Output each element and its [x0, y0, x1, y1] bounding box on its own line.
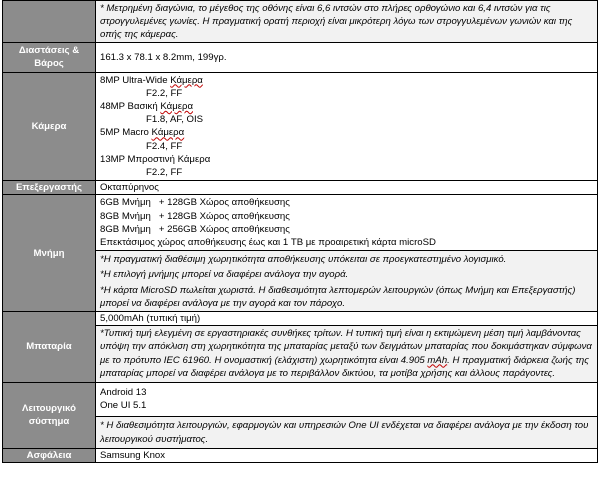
camera-detail: F2.2, FF [146, 167, 183, 179]
dimensions-label: Διαστάσεις & Βάρος [3, 42, 96, 72]
display-note-row [3, 1, 598, 43]
os-row [3, 383, 598, 417]
memory-line: 8GB Μνήμη + 256GB Χώρος αποθήκευσης [100, 223, 290, 235]
battery-row [3, 312, 598, 326]
processor-label: Επεξεργαστής [3, 181, 96, 195]
camera-name: 13MP Μπροστινή Κάμερα [100, 153, 211, 165]
camera-row [3, 72, 598, 181]
spec-table [2, 0, 598, 463]
display-label-cell [3, 1, 96, 43]
battery-note-text-end: . Η πραγματική διάρκεια ζωής της μπαταρίας μπορεί να διαφέρει ανάλογα με το περιβάλλον δικτύου, τα μοτίβα χρήσης και άλλους παράγοντες. [100, 354, 589, 379]
os-label: Λειτουργικό σύστημα [3, 383, 96, 449]
camera-name-mark: Κάμερα [170, 74, 203, 86]
battery-note [96, 326, 598, 383]
camera-detail: F1.8, AF, OIS [146, 114, 204, 126]
memory-notes [96, 251, 598, 312]
camera-detail: F2.2, FF [146, 87, 183, 99]
display-note: * Μετρημένη διαγώνια, το μέγεθος της οθόνης είναι 6,6 ιντσών στο πλήρες ορθογώνιο και 6,4 ιντσών για τις στρογγυλεμένες γωνίες. Η πραγματική ορατή περιοχή είναι μικρότερη λόγω των στρογγυλεμένων γωνιών και της οπής της κάμερας. [96, 1, 598, 43]
security-row [3, 448, 598, 462]
camera-detail: F2.4, FF [146, 140, 183, 152]
memory-note: *Η πραγματική διαθέσιμη χωρητικότητα αποθήκευσης υπόκειται σε προεγκατεστημένο λογισμικό. [100, 254, 507, 266]
memory-note: *Η επιλογή μνήμης μπορεί να διαφέρει ανάλογα την αγορά. [100, 269, 349, 281]
dimensions-row [3, 42, 598, 72]
memory-line: 8GB Μνήμη + 128GB Χώρος αποθήκευσης [100, 210, 290, 222]
camera-list [96, 72, 598, 181]
camera-item [100, 100, 593, 113]
processor-value: Οκταπύρηνος [96, 181, 598, 195]
processor-row [3, 181, 598, 195]
camera-name: 8MP Ultra-Wide [100, 74, 171, 86]
camera-name-mark: Κάμερα [151, 127, 185, 139]
security-value: Samsung Knox [96, 448, 598, 462]
os-values [96, 383, 598, 417]
battery-label: Μπαταρία [3, 312, 96, 383]
battery-value: 5,000mAh (τυπική τιμή) [96, 312, 598, 326]
memory-row [3, 195, 598, 251]
battery-note-text: *Τυπική τιμή ελεγμένη σε εργαστηριακές συνθήκες τρίτων. Η τυπική τιμή είναι η εκτιμώμενη μέση τιμή λαμβάνοντας υπόψη την απόκλιση στη χωρητικότητα της μπαταρίας μεταξύ των δειγμάτων μπαταρίας που δοκιμάστηκαν σύμφωνα με το πρότυπο IEC 61960. Η ονομαστική (ελάχιστη) χωρητικότητα είναι 4.905 [100, 328, 592, 366]
security-label: Ασφάλεια [3, 448, 96, 462]
camera-name: 48MP Βασική [100, 101, 161, 113]
os-line: One UI 5.1 [100, 400, 147, 412]
camera-item [100, 126, 593, 139]
memory-note: *Η κάρτα MicroSD πωλείται χωριστά. Η διαθεσιμότητα λεπτομερών λειτουργιών (όπως Μνήμη και Επεξεργαστής) μπορεί να διαφέρει ανάλογα με την αγορά και τον πάροχο. [100, 284, 576, 309]
camera-name: 5MP Macro [100, 127, 152, 139]
camera-name-mark: Κάμερα [160, 101, 193, 113]
memory-label: Μνήμη [3, 195, 96, 312]
dimensions-value: 161.3 x 78.1 x 8.2mm, 199γρ. [96, 42, 598, 72]
camera-label: Κάμερα [3, 72, 96, 181]
battery-note-mark: mAh [427, 354, 448, 366]
os-line: Android 13 [100, 387, 147, 399]
memory-options [96, 195, 598, 251]
camera-item [100, 74, 593, 87]
camera-item [100, 153, 593, 166]
memory-line: 6GB Μνήμη + 128GB Χώρος αποθήκευσης [100, 197, 290, 209]
memory-line: Επεκτάσιμος χώρος αποθήκευσης έως και 1 TB με προαιρετική κάρτα microSD [100, 237, 436, 249]
os-note: * Η διαθεσιμότητα λειτουργιών, εφαρμογών και υπηρεσιών One UI ενδέχεται να διαφέρει ανάλογα με την έκδοση του λειτουργικού συστήματος. [96, 417, 598, 448]
